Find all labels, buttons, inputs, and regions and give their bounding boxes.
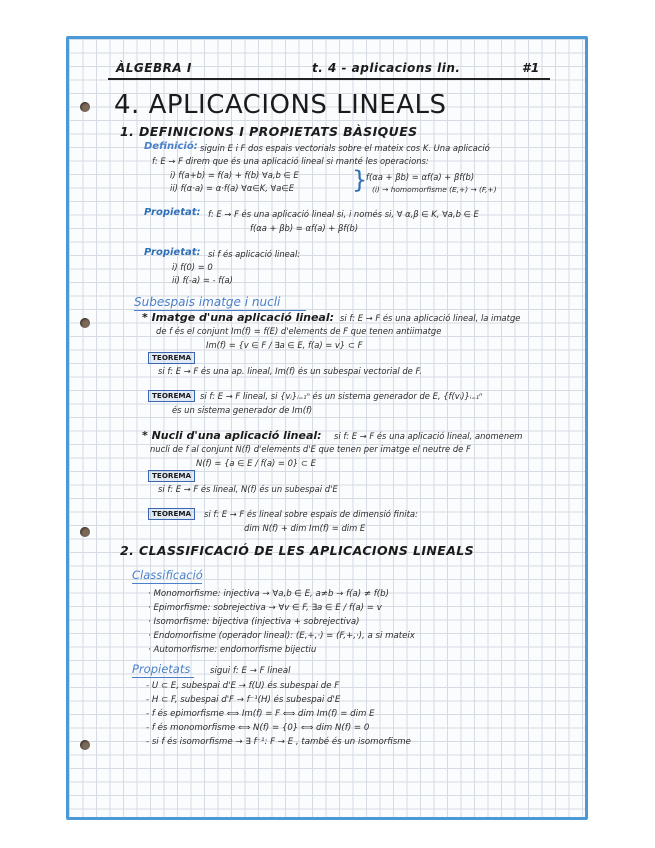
imatge-definition: Im(f) = {v ∈ F / ∃a ∈ E, f(a) = v} ⊂ F xyxy=(206,340,363,350)
imatge-label: * Imatge d'una aplicació lineal: xyxy=(142,311,335,324)
definition-label: Definició: xyxy=(144,141,198,152)
nucli-definition: N(f) = {a ∈ E / f(a) = 0} ⊂ E xyxy=(196,458,316,468)
propietats-intro: sigui f: E → F lineal xyxy=(210,666,291,676)
subespais-heading: Subespais imatge i nucli xyxy=(134,295,281,309)
teorema-box: TEOREMA xyxy=(148,508,195,520)
propietat-2-label: Propietat: xyxy=(144,247,201,258)
teorema-2-text: si f: E → F lineal, si {vᵢ}ᵢ₌₁ⁿ és un sistema generador de E, {f(vᵢ)}ᵢ₌₁ⁿ xyxy=(200,391,483,401)
classification-item: · Isomorfisme: bijectiva (injectiva + sobrejectiva) xyxy=(148,617,360,627)
imatge-line: de f és el conjunt Im(f) = f(E) d'elements de F que tenen antiimatge xyxy=(156,326,442,336)
teorema-3-text: si f: E → F és lineal, N(f) és un subespai d'E xyxy=(158,484,338,494)
binder-hole xyxy=(80,527,90,537)
nucli-label: * Nucli d'una aplicació lineal: xyxy=(142,429,322,442)
classification-item: · Epimorfisme: sobrejectiva → ∀v ∈ F, ∃a ∈ E / f(a) = v xyxy=(148,603,382,613)
condition-combined: f(αa + βb) = αf(a) + βf(b) xyxy=(366,172,475,182)
propietat-1-line: f(αa + βb) = αf(a) + βf(b) xyxy=(250,223,359,233)
propietat-item: - f és monomorfisme ⟺ N(f) = {0} ⟺ dim N(f) = 0 xyxy=(146,723,370,733)
teorema-2-text: és un sistema generador de Im(f) xyxy=(172,405,313,415)
classificacio-heading: Classificació xyxy=(132,568,203,582)
teorema-box: TEOREMA xyxy=(148,352,195,364)
propietat-item: - si f és isomorfisme → ∃ f⁻¹: F → E , també és un isomorfisme xyxy=(146,737,411,747)
page-title: 4. APLICACIONS LINEALS xyxy=(114,90,447,120)
propietat-item: - H ⊂ F, subespai d'F → f⁻¹(H) és subespai d'E xyxy=(146,695,341,705)
header-rule xyxy=(108,78,550,80)
propietat-1-line: f: E → F és una aplicació lineal si, i només si, ∀ α,β ∈ K, ∀a,b ∈ E xyxy=(208,209,479,219)
binder-hole xyxy=(80,740,90,750)
definition-line: f: E → F direm que és una aplicació lineal si manté les operacions: xyxy=(152,156,429,166)
nucli-line: si f: E → F és una aplicació lineal, anomenem xyxy=(334,431,523,441)
propietats-heading: Propietats xyxy=(132,662,191,676)
imatge-line: si f: E → F és una aplicació lineal, la imatge xyxy=(340,313,521,323)
condition-i: i) f(a+b) = f(a) + f(b) ∀a,b ∈ E xyxy=(170,170,299,180)
propietat-2-intro: si f és aplicació lineal: xyxy=(208,249,301,259)
condition-ii: ii) f(α·a) = α·f(a) ∀α∈K, ∀a∈E xyxy=(170,183,294,193)
propietat-item: - U ⊂ E, subespai d'E → f(U) és subespai de F xyxy=(146,681,340,691)
condition-note: (i) → homomorfisme (E,+) → (F,+) xyxy=(372,185,497,194)
propietat-2-item: i) f(0) = 0 xyxy=(172,262,213,272)
header-topic: t. 4 - aplicacions lin. xyxy=(312,61,461,75)
binder-hole xyxy=(80,102,90,112)
classification-item: · Automorfisme: endomorfisme bijectiu xyxy=(148,645,317,655)
teorema-box: TEOREMA xyxy=(148,470,195,482)
section-1-heading: 1. DEFINICIONS I PROPIETATS BÀSIQUES xyxy=(120,124,418,139)
propietats-underline xyxy=(132,677,194,678)
definition-line: siguin E i F dos espais vectorials sobre el mateix cos K. Una aplicació xyxy=(200,143,490,153)
header-subject: ÀLGEBRA I xyxy=(116,61,192,75)
section-2-heading: 2. CLASSIFICACIÓ DE LES APLICACIONS LINEALS xyxy=(120,543,475,558)
teorema-4-text: si f: E → F és lineal sobre espais de dimensió finita: xyxy=(204,509,418,519)
classificacio-underline xyxy=(132,583,202,584)
binder-hole xyxy=(80,318,90,328)
classification-item: · Monomorfisme: injectiva → ∀a,b ∈ E, a≠b → f(a) ≠ f(b) xyxy=(148,589,389,599)
teorema-4-formula: dim N(f) + dim Im(f) = dim E xyxy=(244,523,366,533)
teorema-1-text: si f: E → F és una ap. lineal, Im(f) és un subespai vectorial de F. xyxy=(158,366,422,376)
propietat-item: - f és epimorfisme ⟺ Im(f) = F ⟺ dim Im(f) = dim E xyxy=(146,709,375,719)
propietat-1-label: Propietat: xyxy=(144,207,201,218)
header-page-number: #1 xyxy=(522,61,540,75)
brace-icon: } xyxy=(352,166,368,194)
nucli-line: nucli de f al conjunt N(f) d'elements d'E que tenen per imatge el neutre de F xyxy=(150,444,471,454)
classification-item: · Endomorfisme (operador lineal): (E,+,·) = (F,+,·), a si mateix xyxy=(148,631,415,641)
teorema-box: TEOREMA xyxy=(148,390,195,402)
propietat-2-item: ii) f(-a) = - f(a) xyxy=(172,275,233,285)
